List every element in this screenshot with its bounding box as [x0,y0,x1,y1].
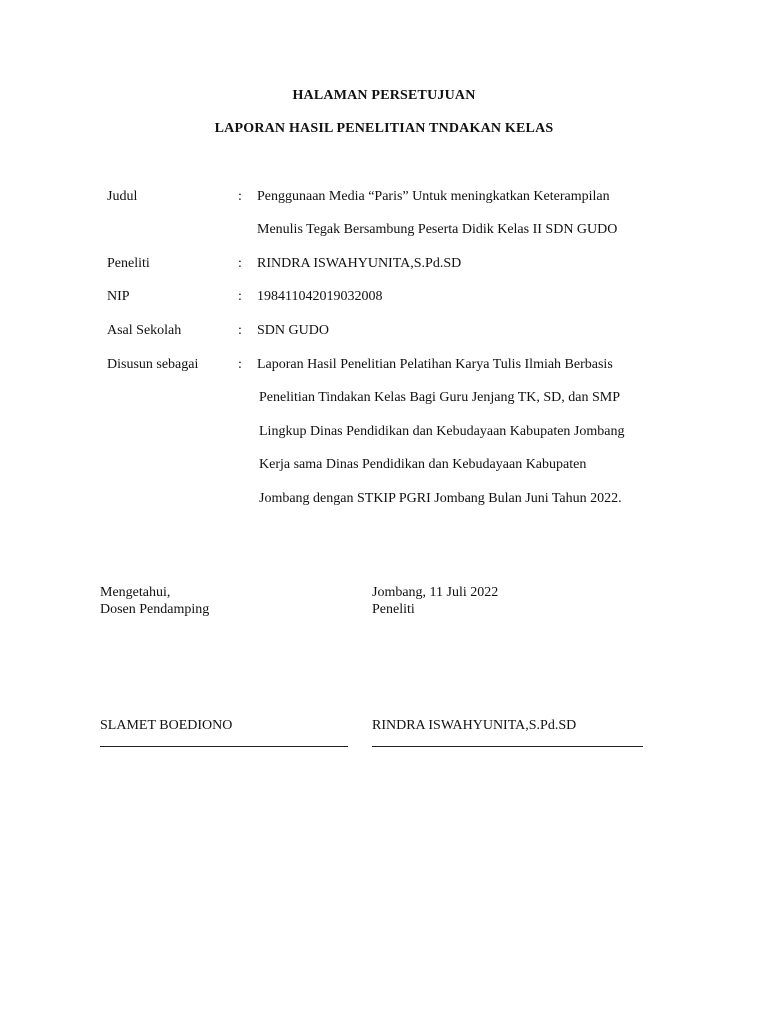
field-value-peneliti: RINDRA ISWAHYUNITA,S.Pd.SD [257,256,462,271]
field-label-peneliti: Peneliti [107,256,150,271]
signature-right-name: RINDRA ISWAHYUNITA,S.Pd.SD [372,718,577,733]
field-value-disusun-line1: Laporan Hasil Penelitian Pelatihan Karya Tulis Ilmiah Berbasis [257,357,613,372]
field-value-judul-line1: Penggunaan Media “Paris” Untuk meningkatkan Keterampilan [257,189,610,204]
signature-right-underline [372,746,643,747]
signature-left-line2: Dosen Pendamping [100,602,210,617]
field-label-disusun-sebagai: Disusun sebagai [107,357,199,372]
signature-left-line1: Mengetahui, [100,585,171,600]
field-colon: : [238,256,242,271]
field-value-judul-line2: Menulis Tegak Bersambung Peserta Didik Kelas II SDN GUDO [257,222,618,237]
page-subtitle: LAPORAN HASIL PENELITIAN TNDAKAN KELAS [214,121,554,136]
signature-right-line2: Peneliti [372,602,415,617]
field-value-disusun-line4: Kerja sama Dinas Pendidikan dan Kebudayaan Kabupaten [259,457,587,472]
field-colon: : [238,189,242,204]
signature-left-name: SLAMET BOEDIONO [100,718,233,733]
signature-right-heading [372,584,498,618]
field-value-nip: 198411042019032008 [257,289,383,304]
field-label-asal-sekolah: Asal Sekolah [107,323,182,338]
field-colon: : [238,357,242,372]
signature-left-heading [100,584,209,618]
field-value-disusun-line3: Lingkup Dinas Pendidikan dan Kebudayaan Kabupaten Jombang [259,424,625,439]
field-value-disusun-line2: Penelitian Tindakan Kelas Bagi Guru Jenjang TK, SD, dan SMP [259,390,621,405]
field-value-disusun-line5: Jombang dengan STKIP PGRI Jombang Bulan Juni Tahun 2022. [259,491,622,506]
field-colon: : [238,289,242,304]
signature-right-line1: Jombang, 11 Juli 2022 [372,585,499,600]
field-label-nip: NIP [107,289,130,304]
field-label-judul: Judul [107,189,138,204]
signature-left-underline [100,746,348,747]
field-colon: : [238,323,242,338]
field-value-asal-sekolah: SDN GUDO [257,323,329,338]
page-title: HALAMAN PERSETUJUAN [292,88,476,103]
